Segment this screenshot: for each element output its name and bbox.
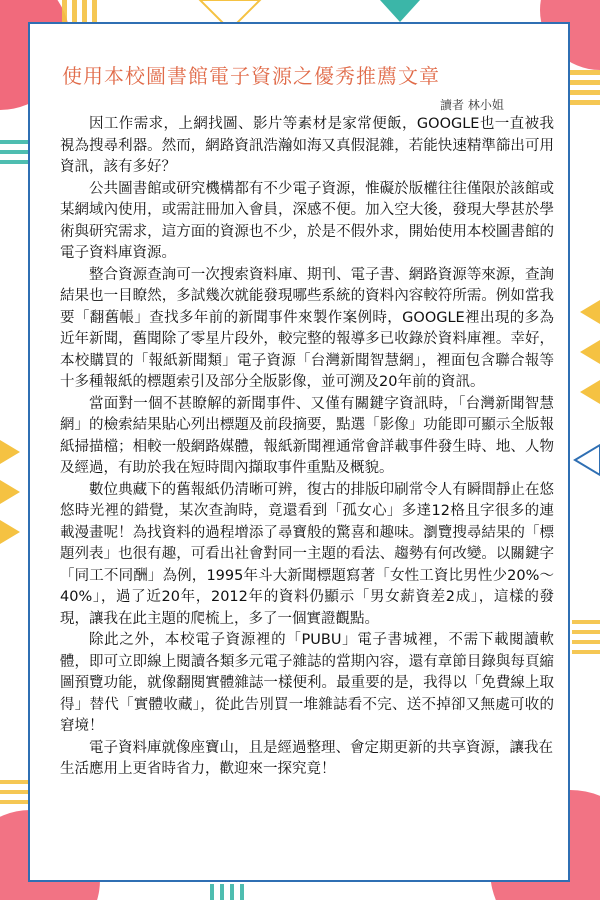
article-body	[60, 114, 554, 781]
deco-triangle-left-3	[0, 520, 20, 544]
deco-triangle-teal	[380, 0, 420, 22]
paragraph: 公共圖書館或研究機構都有不少電子資源，惟礙於版權往往僅限於該館或某網域內使用，或需註冊加入會員，深感不便。加入空大後，發現大學甚於學術與研究需求，這方面的資源也不少，於是不假外求，開始使用本校圖書館的電子資料庫資源。	[60, 180, 554, 261]
paragraph: 因工作需求，上網找圖、影片等素材是家常便飯，GOOGLE也一直被我視為搜尋利器。然而，網路資訊浩瀚如海又真假混雜，若能快速精準篩出可用資訊，該有多好？	[60, 116, 554, 175]
deco-triangle-right-1	[580, 300, 600, 324]
deco-stripes-bottom-right	[572, 620, 600, 654]
deco-triangle-left-2	[0, 480, 20, 504]
paragraph: 整合資源查詢可一次搜索資料庫、期刊、電子書、網路資源等來源，查詢結果也一目瞭然，多試幾次就能發現哪些系統的資料內容較符所需。例如當我要「翻舊帳」查找多年前的新聞事件來製作案例時，GOOGLE裡出現的多為近年新聞，舊聞除了零星片段外，較完整的報導多已收錄於資料庫裡。幸好，本校購買的「報紙新聞類」電子資源「台灣新聞智慧網」，裡面包含聯合報等十多種報紙的標題索引及部分全版影像，並可溯及20年前的資訊。	[60, 266, 554, 390]
deco-stripes-bottom	[210, 884, 244, 900]
article-title: 使用本校圖書館電子資源之優秀推薦文章	[62, 64, 440, 88]
paragraph: 電子資料庫就像座寶山，且是經過整理、會定期更新的共享資源，讓我在生活應用上更省時省力，歡迎來一探究竟！	[60, 739, 553, 777]
deco-stripes-left	[0, 140, 28, 164]
deco-stripes-bottom-left	[0, 780, 28, 804]
deco-triangle-right-3	[580, 380, 600, 404]
paragraph: 除此之外，本校電子資源裡的「PUBU」電子書城裡，不需下載閱讀軟體，即可立即線上閱讀各類多元電子雜誌的當期內容，還有章節目錄與每頁縮圖預覽功能，就像翻閱實體雜誌一樣便利。最重要的是，我得以「免費線上取得」替代「實體收藏」，從此告別買一堆雜誌看不完、送不掉卻又無處可收的窘境！	[60, 632, 554, 734]
paragraph: 當面對一個不甚瞭解的新聞事件、又僅有關鍵字資訊時，「台灣新聞智慧網」的檢索結果貼心列出標題及前段摘要，點選「影像」功能即可顯示全版報紙掃描檔；相較一般網路媒體，報紙新聞裡通常會詳載事件發生時、地、人物及經過，有助於我在短時間內擷取事件重點及概貌。	[60, 395, 554, 476]
article-author: 讀者 林小姐	[440, 98, 504, 112]
paragraph: 數位典藏下的舊報紙仍清晰可辨，復古的排版印刷常令人有瞬間靜止在悠悠時光裡的錯覺，某次查詢時，竟還看到「孤女心」多達12格且字很多的連載漫畫呢！為找資料的過程增添了尋寶般的驚喜和趣味。瀏覽搜尋結果的「標題列表」也很有趣，可看出社會對同一主題的看法、趨勢有何改變。以關鍵字「同工不同酬」為例，1995年斗大新聞標題寫著「女性工資比男性少20%～40%」，過了近20年，2012年的資料仍顯示「男女薪資差2成」，這樣的發現，讓我在此主題的爬梳上，多了一個實證觀點。	[60, 481, 554, 627]
deco-triangle-right-2	[580, 340, 600, 364]
deco-triangle-right-blue	[575, 445, 600, 475]
deco-triangle-left-1	[0, 440, 20, 464]
